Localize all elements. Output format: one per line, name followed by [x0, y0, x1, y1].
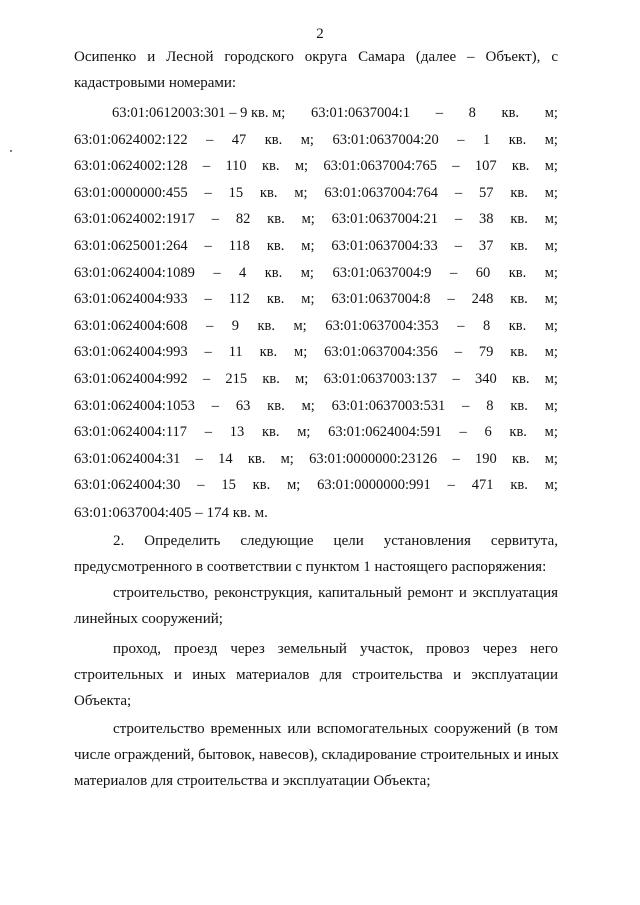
cadastral-cell: кв. [501, 105, 520, 121]
cadastral-cell: кв. [264, 264, 283, 281]
cadastral-row [74, 393, 558, 419]
cadastral-cell: – [204, 184, 212, 201]
cadastral-cell: кв. [510, 477, 528, 494]
cadastral-cell: 107 [474, 158, 497, 175]
cadastral-row [112, 100, 558, 126]
cadastral-cell: – [197, 477, 205, 494]
cadastral-cell: м; [287, 477, 301, 494]
cadastral-cell: – [457, 131, 465, 148]
cadastral-cell: м; [544, 397, 558, 414]
cadastral-cell: кв. [267, 211, 285, 228]
cadastral-cell: – [204, 238, 212, 254]
cadastral-row [74, 366, 558, 392]
cadastral-cell: 471 [471, 477, 494, 494]
cadastral-cell: 63:01:0000000:455 [74, 184, 188, 201]
cadastral-cell: – [452, 450, 460, 467]
cadastral-cell: м; [544, 158, 558, 175]
cadastral-cell: м; [295, 371, 309, 387]
page-number: 2 [316, 26, 324, 42]
cadastral-cell: 63:01:0637004:765 [323, 158, 437, 175]
cadastral-cell: 63:01:0637004:8 [331, 291, 431, 308]
cadastral-cell: кв. [510, 291, 528, 308]
cadastral-cell: кв. [509, 424, 527, 441]
cadastral-cell: м; [544, 105, 558, 121]
cadastral-cell: 63:01:0637003:137 [323, 371, 438, 387]
cadastral-cell: 63:01:0624004:117 [74, 424, 188, 441]
cadastral-row [74, 472, 558, 498]
cadastral-cell: кв. [266, 238, 285, 254]
cadastral-row [74, 313, 558, 339]
cadastral-cell: – [450, 264, 458, 281]
cadastral-cell: – [206, 131, 214, 148]
cadastral-cell: м; [301, 397, 315, 414]
cadastral-cell: 8 [486, 397, 494, 414]
cadastral-cell: м; [301, 291, 315, 308]
cadastral-cell: м; [544, 344, 558, 361]
cadastral-cell: 63:01:0624004:608 [74, 317, 188, 334]
cadastral-cell: м; [544, 291, 558, 308]
cadastral-cell: 63:01:0624004:30 [74, 477, 181, 494]
item1-line-2: линейных сооружений; [74, 611, 223, 627]
cadastral-cell: кв. [262, 371, 280, 387]
cadastral-cell: м; [544, 371, 558, 387]
cadastral-cell: 6 [484, 424, 492, 441]
cadastral-cell: – [213, 264, 221, 281]
cadastral-cell: кв. [259, 184, 278, 201]
cadastral-cell: м; [544, 477, 558, 494]
cadastral-cell: м; [294, 158, 309, 175]
cadastral-cell: 63:01:0624004:31 [74, 450, 181, 467]
cadastral-cell: м; [294, 184, 308, 201]
cadastral-cell: 63:01:0637004:764 [324, 184, 438, 201]
cadastral-cell: – [454, 344, 462, 361]
cadastral-cell: м; [544, 264, 558, 281]
item3-line-2: числе ограждений, бытовок, навесов), складирование строительных и иных [74, 747, 559, 763]
cadastral-cell: – [457, 317, 465, 334]
cadastral-cell: м; [300, 131, 314, 148]
cadastral-cell: 37 [478, 238, 494, 254]
cadastral-cell: 118 [228, 238, 250, 254]
cadastral-cell: 47 [231, 131, 247, 148]
cadastral-cell: м; [293, 317, 307, 334]
cadastral-cell: кв. [510, 211, 528, 228]
intro-line-2: кадастровыми номерами: [74, 75, 237, 91]
cadastral-cell: м; [301, 238, 315, 254]
cadastral-cell: 63:01:0624004:992 [74, 371, 188, 387]
cadastral-cell: – [204, 344, 212, 361]
cadastral-cell: кв. [252, 477, 271, 494]
cadastral-cell: 215 [225, 371, 248, 387]
cadastral-cell: – [206, 317, 214, 334]
cadastral-cell: кв. [511, 450, 530, 467]
cadastral-cell: – [204, 424, 213, 441]
cadastral-cell: 63:01:0625001:264 [74, 238, 188, 254]
cadastral-cell: кв. [267, 397, 285, 414]
item1-line-1: строительство, реконструкция, капитальный ремонт и эксплуатация [113, 585, 558, 601]
cadastral-row [74, 446, 558, 472]
cadastral-cell: кв. [259, 344, 278, 361]
cadastral-cell: 112 [228, 291, 250, 308]
cadastral-cell: 1 [482, 131, 491, 148]
scan-speck [10, 150, 12, 152]
cadastral-cell: – [454, 184, 463, 201]
cadastral-cell: 110 [225, 158, 247, 175]
cadastral-row [74, 286, 558, 312]
cadastral-cell: 340 [474, 371, 497, 387]
cadastral-cell: м; [294, 344, 308, 361]
cadastral-cell: 63 [235, 397, 251, 414]
cadastral-cell: 63:01:0637004:33 [331, 238, 438, 254]
cadastral-cell: – [195, 450, 203, 467]
cadastral-row [74, 127, 558, 153]
cadastral-cell: м; [280, 450, 294, 467]
cadastral-cell: – [462, 397, 470, 414]
cadastral-cell: м; [544, 211, 558, 228]
cadastral-cell: кв. [264, 131, 283, 148]
cadastral-cell: 63:01:0624004:591 [328, 424, 442, 441]
cadastral-cell: 63:01:0624002:122 [74, 131, 188, 148]
cadastral-cell: м; [297, 424, 311, 441]
cadastral-last-line: 63:01:0637004:405 – 174 кв. м. [74, 505, 268, 521]
cadastral-cell: 63:01:0637003:531 [331, 397, 446, 414]
cadastral-cell: 63:01:0612003:301 – 9 кв. м; [112, 105, 286, 121]
cadastral-cell: кв. [508, 317, 527, 334]
intro-line-1: Осипенко и Лесной городского округа Самара (далее – Объект), с [74, 49, 558, 65]
cadastral-cell: 63:01:0624004:993 [74, 344, 188, 361]
cadastral-cell: м; [544, 131, 558, 148]
cadastral-cell: 63:01:0624004:933 [74, 291, 188, 308]
cadastral-cell: м; [544, 184, 558, 201]
cadastral-cell: кв. [511, 158, 530, 175]
cadastral-cell: 63:01:0624002:128 [74, 158, 188, 175]
cadastral-row [74, 153, 558, 179]
cadastral-row [74, 206, 558, 232]
cadastral-cell: м; [544, 238, 558, 254]
cadastral-cell: – [452, 158, 460, 175]
cadastral-cell: 63:01:0637004:1 [310, 105, 411, 121]
cadastral-cell: 63:01:0637004:356 [324, 344, 438, 361]
cadastral-cell: 15 [228, 184, 244, 201]
cadastral-cell: кв. [261, 424, 280, 441]
cadastral-cell: кв. [257, 317, 276, 334]
cadastral-cell: – [454, 211, 463, 228]
cadastral-cell: 8 [482, 317, 491, 334]
cadastral-cell: 63:01:0637004:9 [332, 264, 432, 281]
cadastral-cell: – [204, 291, 212, 308]
cadastral-cell: кв. [247, 450, 266, 467]
cadastral-cell: 14 [218, 450, 233, 467]
cadastral-cell: 190 [474, 450, 497, 467]
item3-line-3: материалов для строительства и эксплуатации Объекта; [74, 773, 431, 789]
cadastral-cell: 63:01:0000000:23126 [309, 450, 438, 467]
cadastral-cell: – [447, 291, 455, 308]
cadastral-cell: – [211, 397, 219, 414]
cadastral-cell: 82 [235, 211, 251, 228]
cadastral-cell: 63:01:0637004:353 [325, 317, 439, 334]
cadastral-cell: кв. [508, 264, 527, 281]
cadastral-row [74, 180, 558, 206]
cadastral-cell: – [459, 424, 467, 441]
cadastral-cell: 63:01:0637004:21 [331, 211, 438, 228]
item2-line-3: Объекта; [74, 693, 132, 709]
cadastral-cell: 79 [478, 344, 494, 361]
cadastral-cell: кв. [510, 344, 528, 361]
cadastral-cell: кв. [508, 131, 527, 148]
cadastral-cell: м; [544, 317, 558, 334]
cadastral-cell: 60 [475, 264, 491, 281]
cadastral-cell: м; [300, 264, 314, 281]
cadastral-cell: кв. [510, 238, 528, 254]
cadastral-cell: 63:01:0624004:1053 [74, 397, 195, 414]
section2-line-2: предусмотренного в соответствии с пунктом 1 настоящего распоряжения: [74, 559, 547, 575]
cadastral-cell: 8 [468, 105, 476, 121]
cadastral-cell: 57 [478, 184, 494, 201]
cadastral-cell: кв. [511, 371, 530, 387]
cadastral-cell: – [452, 371, 460, 387]
cadastral-cell: 63:01:0624004:1089 [74, 264, 195, 281]
cadastral-cell: кв. [510, 184, 528, 201]
cadastral-row [74, 233, 558, 259]
item2-line-2: строительных и иных материалов для строительства и эксплуатации [74, 667, 558, 683]
cadastral-row [74, 260, 558, 286]
item3-line-1: строительство временных или вспомогательных сооружений (в том [113, 721, 558, 737]
cadastral-row [74, 419, 558, 445]
cadastral-cell: 9 [231, 317, 240, 334]
cadastral-cell: – [211, 211, 219, 228]
cadastral-cell: кв. [266, 291, 285, 308]
section2-line-1: 2. Определить следующие цели установления сервитута, [113, 533, 558, 549]
cadastral-cell: 63:01:0624002:1917 [74, 211, 195, 228]
cadastral-cell: 248 [471, 291, 494, 308]
cadastral-row [74, 339, 558, 365]
cadastral-cell: кв. [262, 158, 280, 175]
cadastral-cell: – [447, 477, 455, 494]
cadastral-cell: м; [544, 450, 558, 467]
cadastral-cell: 63:01:0637004:20 [332, 131, 439, 148]
cadastral-cell: 11 [228, 344, 243, 361]
cadastral-cell: 63:01:0000000:991 [317, 477, 431, 494]
cadastral-cell: м; [301, 211, 315, 228]
item2-line-1: проход, проезд через земельный участок, провоз через него [113, 641, 558, 657]
cadastral-cell: 4 [239, 264, 247, 281]
cadastral-cell: м; [544, 424, 558, 441]
cadastral-cell: – [202, 158, 211, 175]
cadastral-cell: – [202, 371, 211, 387]
cadastral-cell: кв. [510, 397, 528, 414]
cadastral-cell: 15 [221, 477, 236, 494]
cadastral-cell: – [435, 105, 443, 121]
cadastral-cell: – [454, 238, 462, 254]
cadastral-cell: 13 [229, 424, 245, 441]
cadastral-cell: 38 [478, 211, 494, 228]
